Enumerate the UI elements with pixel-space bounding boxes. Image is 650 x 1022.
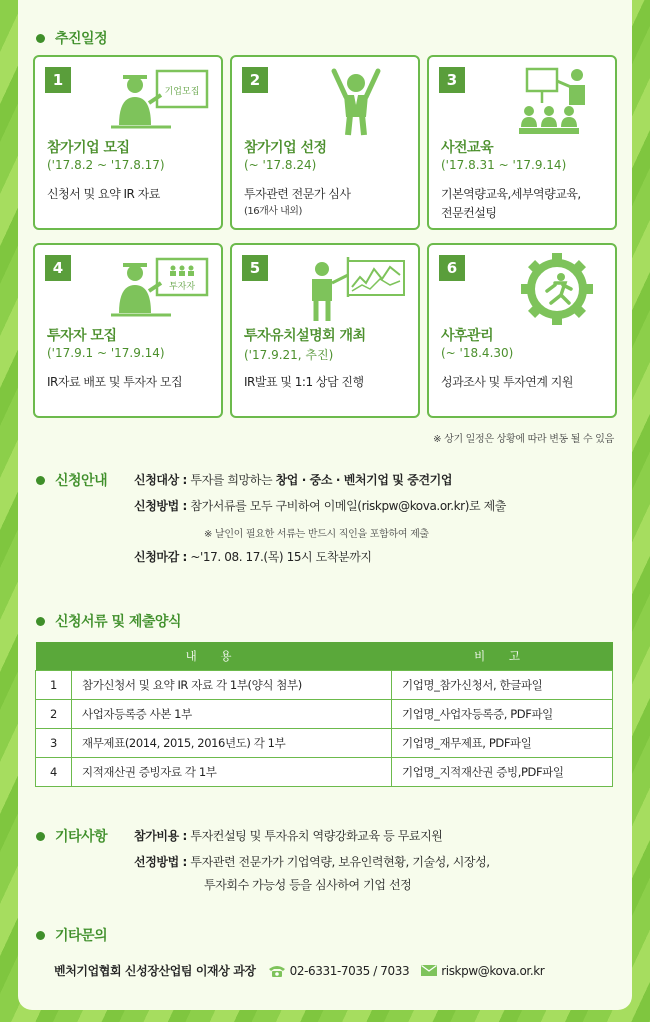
bullet-dot <box>36 617 45 626</box>
row-number: 2 <box>36 699 72 728</box>
card-desc <box>441 185 581 223</box>
etc-select-row <box>134 853 490 870</box>
bullet-dot <box>36 931 45 940</box>
card-desc <box>47 373 182 392</box>
card-desc-text: IR자료 배포 및 투자자 모집 <box>47 375 183 389</box>
row-label: 참가비용 : <box>134 829 187 843</box>
table-header-row <box>36 642 613 670</box>
section-title-docs <box>36 611 181 631</box>
section-title-text: 신청서류 및 제출양식 <box>55 614 181 630</box>
mail-icon <box>421 965 437 976</box>
card-desc <box>47 185 160 204</box>
apply-method-row <box>134 497 506 514</box>
row-text: ~'17. 08. 17.(목) 15시 도착분까지 <box>190 550 372 564</box>
section-title-schedule <box>36 28 107 48</box>
step-number: 5 <box>242 255 268 281</box>
schedule-card-3 <box>427 55 617 230</box>
section-title-contact <box>36 925 107 945</box>
bullet-dot <box>36 34 45 43</box>
bullet-dot <box>36 476 45 485</box>
schedule-card-5 <box>230 243 420 418</box>
phone-icon <box>268 965 286 977</box>
etc-fee-row <box>134 827 442 844</box>
schedule-card-1 <box>33 55 223 230</box>
section-title-etc <box>36 826 107 846</box>
row-content: 참가신청서 및 요약 IR 자료 각 1부(양식 첨부) <box>72 670 392 699</box>
card-date: ('17.8.31 ~ '17.9.14) <box>441 158 567 172</box>
step-number: 4 <box>45 255 71 281</box>
header-note: 비 고 <box>392 642 613 670</box>
contact-phone[interactable]: 02-6331-7035 / 7033 <box>289 963 410 978</box>
step-number: 2 <box>242 67 268 93</box>
row-text: 투자컨설팅 및 투자유치 역량강화교육 등 무료지원 <box>190 829 443 843</box>
card-desc <box>244 373 364 392</box>
schedule-card-2 <box>230 55 420 230</box>
section-title-text: 기타사항 <box>55 829 108 845</box>
gear-runner-icon <box>505 253 605 325</box>
card-desc-text: 기본역량교육,세부역량교육, <box>441 187 581 201</box>
row-text-bold: 창업 · 중소 · 벤처기업 및 중견기업 <box>275 473 453 487</box>
chart-presenter-icon <box>308 253 408 325</box>
card-title: 투자자 모집 <box>47 328 117 344</box>
card-date: (~ '17.8.24) <box>244 158 317 172</box>
section-title-text: 기타문의 <box>55 928 108 944</box>
table-row <box>36 757 613 786</box>
header-content: 내 용 <box>36 642 392 670</box>
row-label: 신청대상 : <box>134 473 187 487</box>
row-label: 신청방법 : <box>134 499 187 513</box>
table-row <box>36 728 613 757</box>
step-number: 1 <box>45 67 71 93</box>
row-note: 기업명_사업자등록증, PDF파일 <box>392 699 613 728</box>
card-date: ('17.9.1 ~ '17.9.14) <box>47 346 165 360</box>
row-label: 신청마감 : <box>134 550 187 564</box>
contact-org: 벤처기업협회 신성장산업팀 이재상 과장 <box>54 964 256 978</box>
row-label: 선정방법 : <box>134 855 187 869</box>
row-note: 기업명_재무제표, PDF파일 <box>392 728 613 757</box>
section-title-apply <box>36 470 107 490</box>
card-date: (~ '18.4.30) <box>441 346 514 360</box>
board-label: 기업모집 <box>164 87 200 97</box>
row-number: 4 <box>36 757 72 786</box>
step-number: 3 <box>439 67 465 93</box>
card-desc-text: 성과조사 및 투자연계 지원 <box>441 375 573 389</box>
schedule-card-4 <box>33 243 223 418</box>
apply-method-note: ※ 날인이 필요한 서류는 반드시 직인을 포함하여 제출 <box>204 529 429 540</box>
card-date: ('17.9.21, 추진) <box>244 348 334 362</box>
presenter-board-icon <box>111 65 211 137</box>
card-date: ('17.8.2 ~ '17.8.17) <box>47 158 165 172</box>
card-desc <box>441 373 573 392</box>
card-title: 사후관리 <box>441 328 494 344</box>
schedule-card-6 <box>427 243 617 418</box>
section-title-text: 추진일정 <box>55 31 108 47</box>
card-desc-text: IR발표 및 1:1 상담 진행 <box>244 375 364 389</box>
row-number: 3 <box>36 728 72 757</box>
card-title: 사전교육 <box>441 140 494 156</box>
card-title: 투자유치설명회 개최 <box>244 328 366 344</box>
contact-line <box>54 962 544 979</box>
row-text: 투자회수 가능성 등을 심사하여 기업 선정 <box>204 878 412 892</box>
card-title: 참가기업 모집 <box>47 140 130 156</box>
docs-table <box>35 642 613 787</box>
card-title: 참가기업 선정 <box>244 140 327 156</box>
table-row <box>36 699 613 728</box>
row-content: 사업자등록증 사본 1부 <box>72 699 392 728</box>
card-desc-text-2: 전문컨설팅 <box>441 206 497 220</box>
cheering-person-icon <box>308 65 408 137</box>
row-text: 투자관련 전문가가 기업역량, 보유인력현황, 기술성, 시장성, <box>190 855 490 869</box>
card-desc-sub: (16개사 내외) <box>244 206 302 217</box>
row-content: 지적재산권 증빙자료 각 1부 <box>72 757 392 786</box>
bullet-dot <box>36 832 45 841</box>
card-desc <box>244 185 350 220</box>
row-number: 1 <box>36 670 72 699</box>
apply-deadline-row <box>134 548 372 565</box>
contact-email[interactable]: riskpw@kova.or.kr <box>441 963 545 978</box>
card-desc-text: 투자관련 전문가 심사 <box>244 187 351 201</box>
row-note: 기업명_지적재산권 증빙,PDF파일 <box>392 757 613 786</box>
section-title-text: 신청안내 <box>55 473 108 489</box>
etc-select-row-cont <box>204 876 411 893</box>
board-label: 투자자 <box>168 282 196 292</box>
row-text: 참가서류를 모두 구비하여 이메일(riskpw@kova.or.kr)로 제출 <box>190 499 506 513</box>
step-number: 6 <box>439 255 465 281</box>
lecture-audience-icon <box>505 65 605 137</box>
investor-board-icon <box>111 253 211 325</box>
row-content: 재무제표(2014, 2015, 2016년도) 각 1부 <box>72 728 392 757</box>
schedule-note: ※ 상기 일정은 상황에 따라 변동 될 수 있음 <box>433 434 614 445</box>
card-desc-text: 신청서 및 요약 IR 자료 <box>47 187 160 201</box>
table-row <box>36 670 613 699</box>
row-note: 기업명_참가신청서, 한글파일 <box>392 670 613 699</box>
row-text: 투자를 희망하는 <box>190 473 276 487</box>
apply-target-row <box>134 471 452 488</box>
